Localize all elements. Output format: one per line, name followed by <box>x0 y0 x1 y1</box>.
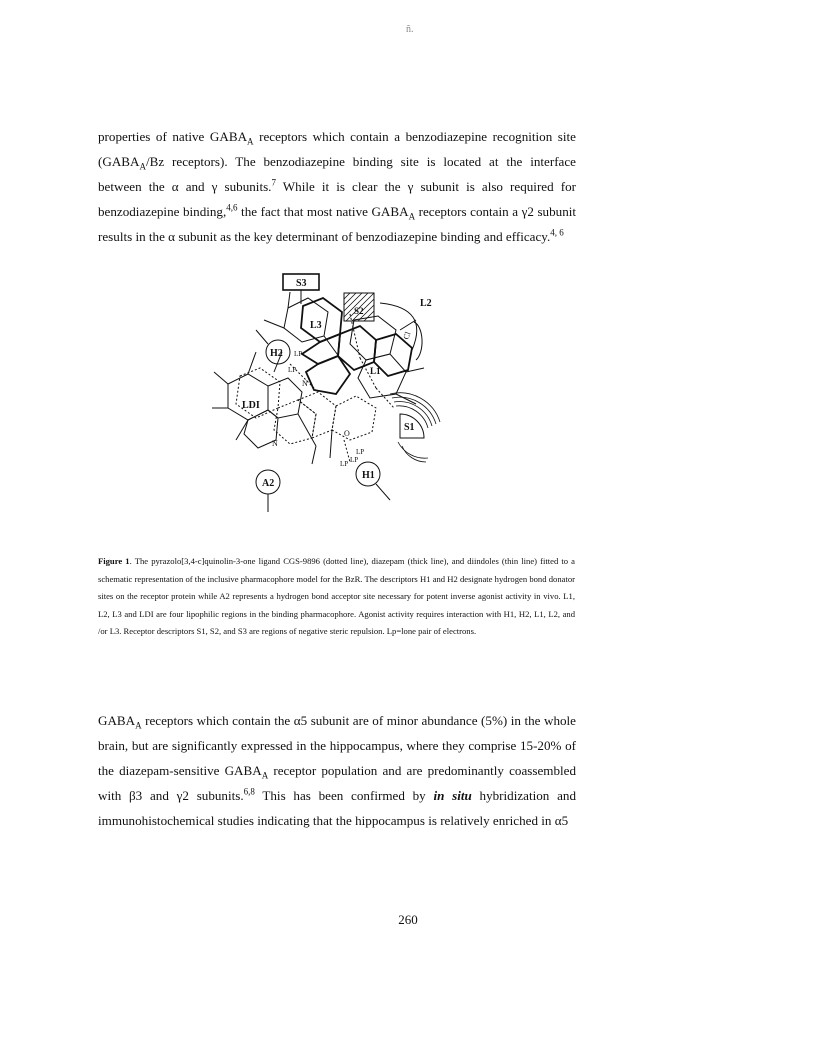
caption-label: Figure 1 <box>98 556 130 566</box>
text-segment: receptors which contain the α5 subunit are of minor abundance (5%) in the whole brain, but are significantly expressed in the hippocampus, where they comprise 15-20% of the diazepam-sensitive GABA <box>98 713 576 778</box>
n-label: N <box>272 439 278 448</box>
citation: 6,8 <box>243 786 255 797</box>
text-segment: the fact that most native GABA <box>237 204 409 219</box>
lp-label: LP <box>350 456 359 464</box>
lp-label: LP <box>356 448 365 456</box>
subscript: A <box>408 211 416 222</box>
text-segment: properties of native GABA <box>98 129 248 144</box>
cl-label: Cl <box>401 330 413 341</box>
ldi-label: LDI <box>242 400 260 411</box>
lp-label: LP <box>288 366 297 374</box>
h2-label: H2 <box>270 348 283 359</box>
italic-term: in situ <box>433 788 472 803</box>
pharmacophore-figure <box>190 268 450 530</box>
citation: 4,6 <box>226 202 238 213</box>
citation: 7 <box>271 177 276 188</box>
h1-label: H1 <box>362 470 375 481</box>
a2-label: A2 <box>262 478 275 489</box>
body-paragraph-1 <box>98 124 576 249</box>
citation: 4, 6 <box>550 227 564 238</box>
l2-label: L2 <box>420 298 432 309</box>
lp-label: LP <box>294 350 303 358</box>
subscript: A <box>247 136 254 147</box>
text-segment: This has been confirmed by <box>254 788 434 803</box>
figure-caption <box>98 553 575 641</box>
subscript: A <box>139 161 146 172</box>
text-segment: receptors contain a γ2 subunit results in the α subunit as the key determinant of benzodiazepine binding and efficacy. <box>98 204 577 244</box>
caption-text: . The pyrazolo[3,4-c]quinolin-3-one ligand CGS-9896 (dotted line), diazepam (thick line), and diindoles (thin line) fitted to a schematic representation of the inclusive pharmacophore model for the BzR. The descriptors H1 and H2 designate hydrogen bond donator sites on the receptor protein while A2 represents a hydrogen bond acceptor site necessary for potent inverse agonist activity in vivo. L1, L2, L3 and LDI are four lipophilic regions in the binding pharmacophore. Agonist activity requires interaction with H1, H2, L1, L2, and /or L3. Receptor descriptors S1, S2, and S3 are regions of negative steric repulsion. Lp=lone pair of electrons. <box>98 556 575 636</box>
lp-label: LP <box>340 460 349 468</box>
top-mark: ñ. <box>406 24 414 35</box>
o-label: O <box>344 429 350 438</box>
text-segment: GABA <box>98 713 136 728</box>
s2-label: S2 <box>354 306 364 316</box>
l1-label: L1 <box>370 366 381 376</box>
subscript: A <box>135 720 142 731</box>
body-paragraph-2 <box>98 708 576 833</box>
l3-label: L3 <box>310 320 322 331</box>
text-segment: While it is clear the γ subunit is also required for benzodiazepine binding, <box>98 179 577 219</box>
text-segment: receptor population and are predominantly coassembled with β3 and γ2 subunits. <box>98 763 576 803</box>
s1-label: S1 <box>404 422 415 433</box>
l2-arc <box>380 303 417 350</box>
subscript: A <box>261 770 269 781</box>
text-segment: hybridization and immunohistochemical studies indicating that the hippocampus is relatively enriched in α5 <box>98 788 576 828</box>
text-segment: receptors which contain a benzodiazepine recognition site (GABA <box>98 129 576 169</box>
n-label: N <box>302 379 308 388</box>
text-segment: /Bz receptors). The benzodiazepine binding site is located at the interface between the α and γ subunits. <box>98 154 576 194</box>
s3-label: S3 <box>296 278 307 289</box>
page-number: 260 <box>398 912 418 927</box>
